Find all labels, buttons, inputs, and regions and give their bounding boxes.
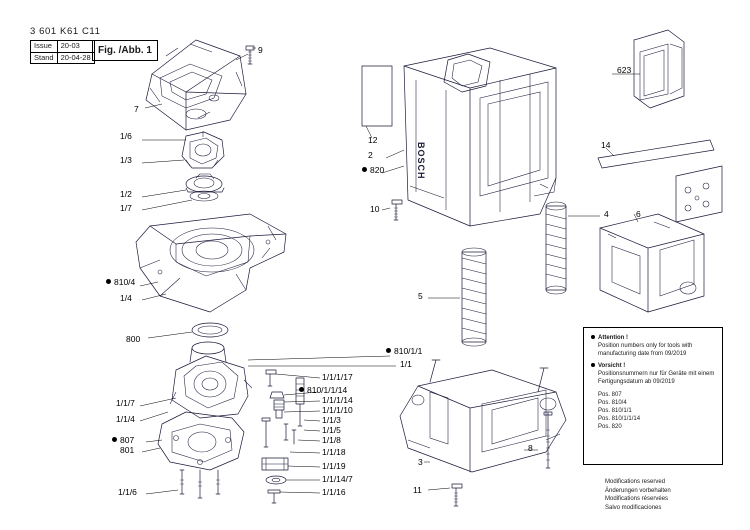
callout-1-1-5: 1/1/5 bbox=[322, 425, 341, 435]
callout-11: 11 bbox=[413, 485, 422, 495]
footer-line: Änderungen vorbehalten bbox=[605, 487, 671, 494]
callout-10: 10 bbox=[370, 204, 380, 214]
bullet-marker bbox=[299, 387, 304, 392]
callout-820: 820 bbox=[362, 166, 384, 175]
callout-2: 2 bbox=[368, 150, 373, 160]
part-1-3-dome bbox=[182, 131, 224, 168]
note-position-item: Pos. 810/1/1 bbox=[598, 407, 632, 414]
callout-623: 623 bbox=[617, 65, 632, 75]
part-plate-perforated bbox=[676, 166, 722, 222]
note-position-item: Pos. 807 bbox=[598, 391, 622, 398]
part-11-screw bbox=[452, 484, 462, 506]
callout-1-7: 1/7 bbox=[120, 203, 132, 213]
leader-1-1-7 bbox=[140, 398, 176, 406]
leader-800 bbox=[148, 332, 192, 338]
part-6-battery-box bbox=[600, 214, 704, 312]
callout-1-1-19: 1/1/19 bbox=[322, 461, 346, 471]
stand-value: 20-04-28 bbox=[57, 52, 94, 64]
part-1-4-base-plate bbox=[136, 214, 286, 312]
callout-1-4: 1/4 bbox=[120, 293, 132, 303]
callout-1-1-8: 1/1/8 bbox=[322, 435, 341, 445]
callout-1-1-6: 1/1/6 bbox=[118, 487, 137, 497]
leader-1-1-5 bbox=[304, 430, 320, 431]
leader-1-7 bbox=[142, 200, 192, 210]
issue-label: Issue bbox=[31, 41, 58, 53]
footer-line: Modifications reserved bbox=[605, 479, 666, 485]
leader-1-3 bbox=[142, 160, 184, 163]
callout-1-2: 1/2 bbox=[120, 189, 132, 199]
leader-7 bbox=[145, 104, 162, 108]
leader-1-1-6 bbox=[146, 490, 178, 494]
part-number: 3 601 K61 C11 bbox=[30, 26, 101, 37]
callout-800: 800 bbox=[126, 334, 141, 344]
leader-1-1-3 bbox=[304, 420, 320, 421]
part-1-2-bearing bbox=[186, 174, 224, 201]
part-10-screw bbox=[392, 200, 402, 220]
leader-1-1-16 bbox=[280, 492, 320, 493]
notes-box bbox=[583, 327, 723, 465]
leader-2 bbox=[386, 150, 404, 158]
note-attention bbox=[591, 334, 716, 358]
callout-1-1-7: 1/1/7 bbox=[116, 398, 135, 408]
callout-810-1-1-14: 810/1/1/14 bbox=[299, 386, 347, 395]
note-position-item: Pos. 820 bbox=[598, 423, 622, 430]
leader-807 bbox=[146, 440, 162, 442]
callout-7: 7 bbox=[134, 104, 139, 114]
callout-14: 14 bbox=[601, 140, 611, 150]
callout-3: 3 bbox=[418, 457, 423, 467]
leader-801 bbox=[142, 448, 160, 452]
part-800-oring bbox=[192, 323, 228, 337]
brand-label: BOSCH bbox=[416, 142, 426, 180]
callout-1-1-3: 1/1/3 bbox=[322, 415, 341, 425]
detail-parts-group bbox=[262, 370, 304, 503]
note-position-item: Pos. 810/1/1/14 bbox=[598, 415, 641, 422]
part-7-top-cover bbox=[146, 40, 246, 130]
part-8-screw bbox=[544, 412, 552, 468]
leader-1-1-4 bbox=[140, 412, 168, 421]
note-vorsicht bbox=[591, 362, 716, 386]
leader-1-1-1-17 bbox=[276, 374, 320, 378]
bullet-marker bbox=[362, 167, 367, 172]
issue-value: 20-03 bbox=[57, 41, 94, 53]
leader-1-2 bbox=[142, 190, 186, 197]
part-4-damper bbox=[546, 202, 566, 294]
part-1-1-rotor-assembly bbox=[158, 342, 252, 498]
callout-1-1-18: 1/1/18 bbox=[322, 447, 346, 457]
callout-1-1-1-17: 1/1/1/17 bbox=[322, 372, 353, 382]
bullet-marker bbox=[112, 437, 117, 442]
footer-line: Modifications réservées bbox=[605, 496, 669, 503]
leader-810-4 bbox=[140, 282, 158, 286]
leader-11 bbox=[428, 488, 450, 490]
stand-label: Stand bbox=[31, 52, 58, 64]
footer-disclaimer bbox=[605, 478, 725, 513]
part-14-bar bbox=[598, 140, 714, 168]
bullet-icon bbox=[591, 334, 598, 358]
bullet-marker bbox=[386, 348, 391, 353]
callout-1-1-1-14: 1/1/1/14 bbox=[322, 395, 353, 405]
bullet-icon bbox=[591, 362, 598, 386]
note-vorsicht-head: Vorsicht ! bbox=[598, 363, 626, 370]
part-12-plate bbox=[362, 66, 392, 126]
callout-6: 6 bbox=[636, 209, 641, 219]
callout-1-1-16: 1/1/16 bbox=[322, 487, 346, 497]
note-vorsicht-body: Positionsnummern nur für Geräte mit einem Fertigungsdatum ab 09/2019 bbox=[598, 371, 715, 386]
leader-1-1-1-14 bbox=[284, 401, 320, 402]
callout-5: 5 bbox=[418, 291, 423, 301]
callout-1-6: 1/6 bbox=[120, 131, 132, 141]
leader-1-1-8 bbox=[298, 440, 320, 441]
callout-12: 12 bbox=[368, 135, 378, 145]
note-position-item: Pos. 810/4 bbox=[598, 399, 627, 406]
callout-1-1-4: 1/1/4 bbox=[116, 414, 135, 424]
callout-8: 8 bbox=[528, 443, 533, 453]
callout-810-4: 810/4 bbox=[106, 278, 135, 287]
part-623-cover bbox=[634, 30, 684, 108]
note-position-list bbox=[591, 391, 716, 431]
part-9-screw bbox=[246, 46, 254, 64]
leader-820 bbox=[382, 166, 404, 173]
callout-1-1: 1/1 bbox=[400, 359, 412, 369]
figure-label: Fig. /Abb. 1 bbox=[92, 40, 158, 61]
footer-line: Salvo modificaciones bbox=[605, 505, 662, 512]
callout-1-1-14-7: 1/1/14/7 bbox=[322, 474, 353, 484]
part-5-spring bbox=[462, 248, 486, 346]
leader-810-1-1 bbox=[248, 356, 390, 360]
leader-1-1-19 bbox=[288, 466, 320, 467]
leader-1-1-18 bbox=[290, 452, 320, 453]
note-attention-head: Attention ! bbox=[598, 335, 628, 341]
callout-807: 807 bbox=[112, 436, 134, 445]
callout-810-1-1: 810/1/1 bbox=[386, 347, 422, 356]
leader-10 bbox=[382, 208, 390, 210]
callout-4: 4 bbox=[604, 209, 609, 219]
callout-1-3: 1/3 bbox=[120, 155, 132, 165]
callout-801: 801 bbox=[120, 445, 135, 455]
callout-1-1-1-10: 1/1/1/10 bbox=[322, 405, 353, 415]
part-3-base-frame bbox=[400, 360, 566, 472]
note-attention-body: Position numbers only for tools with manufacturing date from 09/2019 bbox=[598, 343, 693, 358]
part-2-housing bbox=[404, 48, 556, 226]
callout-9: 9 bbox=[258, 45, 263, 55]
bullet-marker bbox=[106, 279, 111, 284]
leader-1-1-1-10 bbox=[284, 411, 320, 412]
